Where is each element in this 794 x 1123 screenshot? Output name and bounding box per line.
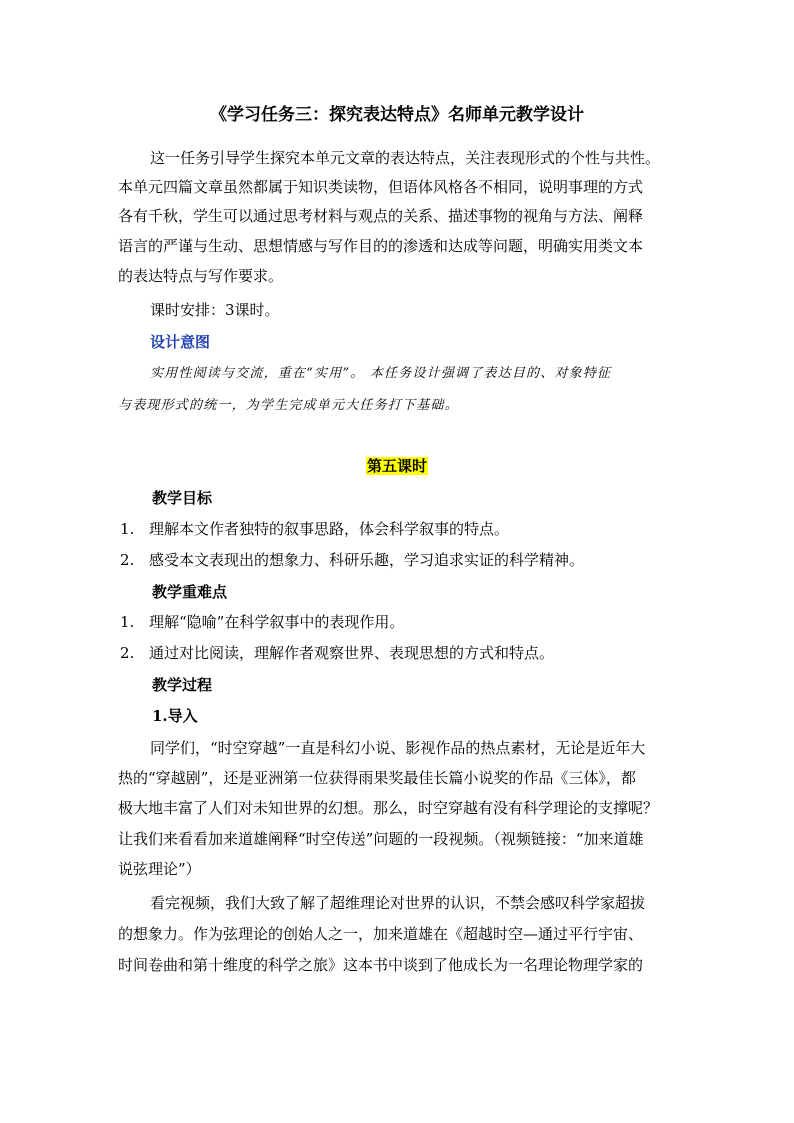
lesson-heading-text: 第五课时: [366, 457, 427, 475]
paragraph-line: 极大地丰富了人们对未知世界的幻想。那么，时空穿越有没有科学理论的支撑呢？: [118, 799, 659, 817]
goals-heading: 教学目标: [152, 489, 213, 507]
list-number: 1.: [120, 613, 135, 631]
goal-item: 感受本文表现出的想象力、科研乐趣，学习追求实证的科学精神。: [149, 551, 585, 569]
paragraph-line: 的想象力。作为弦理论的创始人之一，加来道雄在《超越时空—通过平行宇宙、: [118, 925, 644, 943]
paragraph-line: 说弦理论”）: [118, 860, 201, 878]
paragraph-line: 同学们，“时空穿越”一直是科幻小说、影视作品的热点素材，无论是近年大: [150, 739, 646, 757]
design-line: 与表现形式的统一，为学生完成单元大任务打下基础。: [118, 398, 459, 413]
focus-item: 理解“隐喻”在科学叙事中的表现作用。: [149, 613, 405, 631]
design-line: 实用性阅读与交流，重在“实用”。 本任务设计强调了表达目的、对象特征: [150, 366, 612, 381]
focus-item: 通过对比阅读，理解作者观察世界、表现思想的方式和特点。: [149, 644, 555, 662]
paragraph-line: 时间卷曲和第十维度的科学之旅》这本书中谈到了他成长为一名理论物理学家的: [118, 956, 644, 974]
paragraph-line: 热的“穿越剧”，还是亚洲第一位获得雨果奖最佳长篇小说奖的作品《三体》，都: [118, 769, 636, 787]
intro-line: 的表达特点与写作要求。: [118, 267, 284, 285]
intro-line: 各有千秋，学生可以通过思考材料与观点的关系、描述事物的视角与方法、阐释: [118, 207, 644, 225]
schedule-text: 课时安排：3课时。: [150, 301, 280, 319]
lesson-heading: [0, 456, 794, 476]
process-heading: 教学过程: [152, 676, 213, 694]
document-title: 《学习任务三：探究表达特点》名师单元教学设计: [210, 105, 584, 125]
focus-heading: 教学重难点: [152, 583, 228, 601]
step1-heading: 1.导入: [152, 707, 198, 725]
list-number: 2.: [120, 644, 135, 662]
paragraph-line: 让我们来看看加来道雄阐释“时空传送”问题的一段视频。（视频链接：“加来道雄: [118, 830, 644, 848]
list-number: 2.: [120, 551, 135, 569]
goal-item: 理解本文作者独特的叙事思路，体会科学叙事的特点。: [149, 520, 510, 538]
design-heading: 设计意图: [150, 333, 211, 351]
list-number: 1.: [120, 520, 135, 538]
intro-line: 本单元四篇文章虽然都属于知识类读物，但语体风格各不相同，说明事理的方式: [118, 178, 644, 196]
intro-line: 语言的严谨与生动、思想情感与写作目的的渗透和达成等问题，明确实用类文本: [118, 237, 644, 255]
intro-line: 这一任务引导学生探究本单元文章的表达特点，关注表现形式的个性与共性。: [150, 149, 661, 167]
paragraph-line: 看完视频，我们大致了解了超维理论对世界的认识，不禁会感叹科学家超拔: [150, 894, 646, 912]
